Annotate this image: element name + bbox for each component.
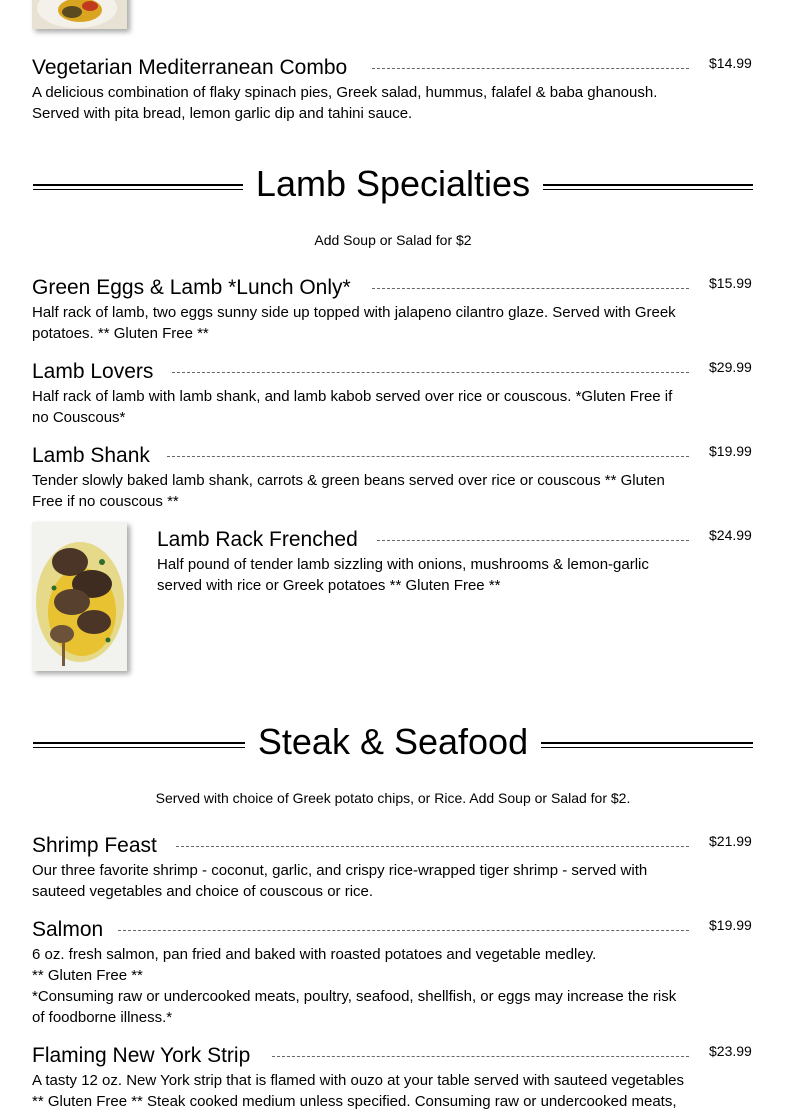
item-name: Vegetarian Mediterranean Combo (32, 56, 357, 80)
item-price: $24.99 (709, 527, 752, 543)
dotted-leader (372, 68, 689, 69)
dotted-leader (118, 930, 689, 931)
menu-item (32, 54, 753, 126)
dotted-leader (272, 1056, 689, 1057)
item-name: Flaming New York Strip (32, 1044, 260, 1068)
heading-rule-left (33, 184, 243, 190)
item-description: A delicious combination of flaky spinach pies, Greek salad, hummus, falafel & baba ghanoush. Served with pita bread, lemon garlic dip and tahini sauce. (32, 84, 658, 122)
consumption-warning: *Consuming raw or undercooked meats, poultry, seafood, shellfish, or eggs may increase the risk of foodborne illness.* (32, 988, 677, 1026)
item-price: $23.99 (709, 1043, 752, 1059)
gluten-free-note: ** Gluten Free ** (32, 967, 143, 984)
menu-item (157, 526, 753, 598)
heading-rule-left (33, 742, 245, 748)
item-name: Salmon (32, 918, 113, 942)
dotted-leader (377, 540, 689, 541)
section-heading-steak (33, 722, 753, 766)
item-name: Lamb Rack Frenched (157, 528, 368, 552)
item-description: A tasty 12 oz. New York strip that is flamed with ouzo at your table served with sauteed vegetables ** Gluten Free ** Steak cooked medium unless specified. Consuming raw or undercooked meats, (32, 1072, 685, 1110)
description-line: 6 oz. fresh salmon, pan fried and baked with roasted potatoes and vegetable medley. (32, 946, 597, 963)
item-price: $21.99 (709, 833, 752, 849)
menu-item (32, 1042, 753, 1115)
item-description (32, 944, 688, 1028)
section-note: Add Soup or Salad for $2 (314, 232, 472, 248)
dotted-leader (167, 456, 689, 457)
item-name: Lamb Lovers (32, 360, 163, 384)
item-description: Tender slowly baked lamb shank, carrots & green beans served over rice or couscous ** Gluten Free if no couscous ** (32, 472, 665, 510)
item-description: Our three favorite shrimp - coconut, garlic, and crispy rice-wrapped tiger shrimp - served with sauteed vegetables and choice of couscous or rice. (32, 862, 648, 900)
menu-item (32, 358, 753, 430)
section-title: Lamb Specialties (244, 164, 542, 204)
food-photo[interactable] (32, 0, 127, 29)
dotted-leader (372, 288, 689, 289)
menu-item (32, 442, 753, 514)
section-title: Steak & Seafood (246, 722, 540, 762)
item-name: Shrimp Feast (32, 834, 167, 858)
item-description: Half rack of lamb with lamb shank, and lamb kabob served over rice or couscous. *Gluten Free if no Couscous* (32, 388, 673, 426)
dotted-leader (172, 372, 689, 373)
heading-rule-right (543, 184, 753, 190)
section-note: Served with choice of Greek potato chips, or Rice. Add Soup or Salad for $2. (155, 790, 631, 806)
item-name: Green Eggs & Lamb *Lunch Only* (32, 276, 361, 300)
item-name: Lamb Shank (32, 444, 160, 468)
menu-item (32, 274, 753, 346)
item-price: $15.99 (709, 275, 752, 291)
heading-rule-right (541, 742, 753, 748)
menu-item (32, 832, 753, 904)
item-price: $19.99 (709, 443, 752, 459)
section-heading-lamb (33, 164, 753, 208)
dotted-leader (176, 846, 689, 847)
menu-item (32, 916, 753, 1032)
item-description: Half rack of lamb, two eggs sunny side up topped with jalapeno cilantro glaze. Served with Greek potatoes. ** Gluten Free ** (32, 304, 676, 342)
item-price: $14.99 (709, 55, 752, 71)
lamb-rack-photo[interactable] (32, 522, 127, 671)
item-price: $19.99 (709, 917, 752, 933)
item-price: $29.99 (709, 359, 752, 375)
item-description: Half pound of tender lamb sizzling with onions, mushrooms & lemon-garlic served with rice or Greek potatoes ** Gluten Free ** (157, 556, 649, 594)
